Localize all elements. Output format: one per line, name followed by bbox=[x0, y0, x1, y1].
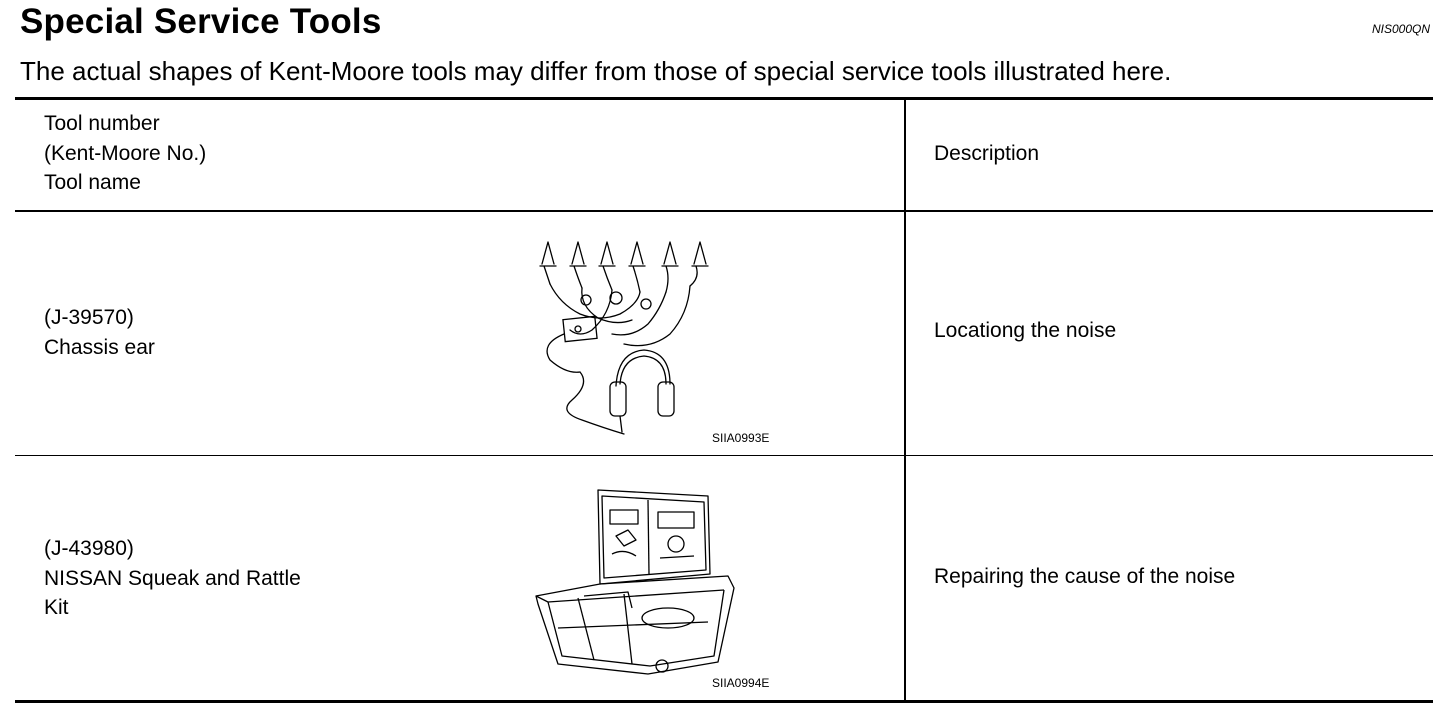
header-kent-moore-no: (Kent-Moore No.) bbox=[44, 141, 207, 165]
table-bottom-rule bbox=[15, 700, 1433, 703]
tool-name: NISSAN Squeak and Rattle bbox=[44, 566, 301, 590]
tool-info bbox=[44, 534, 301, 623]
squeak-rattle-kit-illustration bbox=[528, 484, 744, 682]
header-tool-column bbox=[44, 109, 206, 198]
tool-number: (J-43980) bbox=[44, 537, 134, 560]
headphones-icon bbox=[610, 350, 674, 432]
header-description: Description bbox=[934, 142, 1040, 165]
tool-info bbox=[44, 303, 155, 362]
tool-name: Chassis ear bbox=[44, 335, 155, 359]
header-tool-number: Tool number bbox=[44, 112, 160, 135]
clip-icon bbox=[540, 242, 708, 292]
figure-code: SIIA0993E bbox=[712, 431, 770, 445]
figure-code: SIIA0994E bbox=[712, 676, 770, 690]
section-code: NIS000QN bbox=[1371, 22, 1430, 36]
header-bottom-rule bbox=[15, 210, 1433, 212]
tool-description: Repairing the cause of the noise bbox=[934, 565, 1236, 588]
page-title: Special Service Tools bbox=[20, 2, 382, 41]
tool-description: Locationg the noise bbox=[934, 319, 1117, 342]
header-tool-name: Tool name bbox=[44, 171, 141, 194]
intro-text: The actual shapes of Kent-Moore tools may differ from those of special service tools illustrated here. bbox=[20, 56, 1172, 86]
row-divider bbox=[15, 455, 1433, 456]
table-top-rule bbox=[15, 97, 1433, 100]
chassis-ear-illustration bbox=[520, 234, 720, 440]
column-divider bbox=[904, 100, 906, 700]
tool-number: (J-39570) bbox=[44, 306, 134, 329]
tool-name-continued: Kit bbox=[44, 596, 69, 619]
